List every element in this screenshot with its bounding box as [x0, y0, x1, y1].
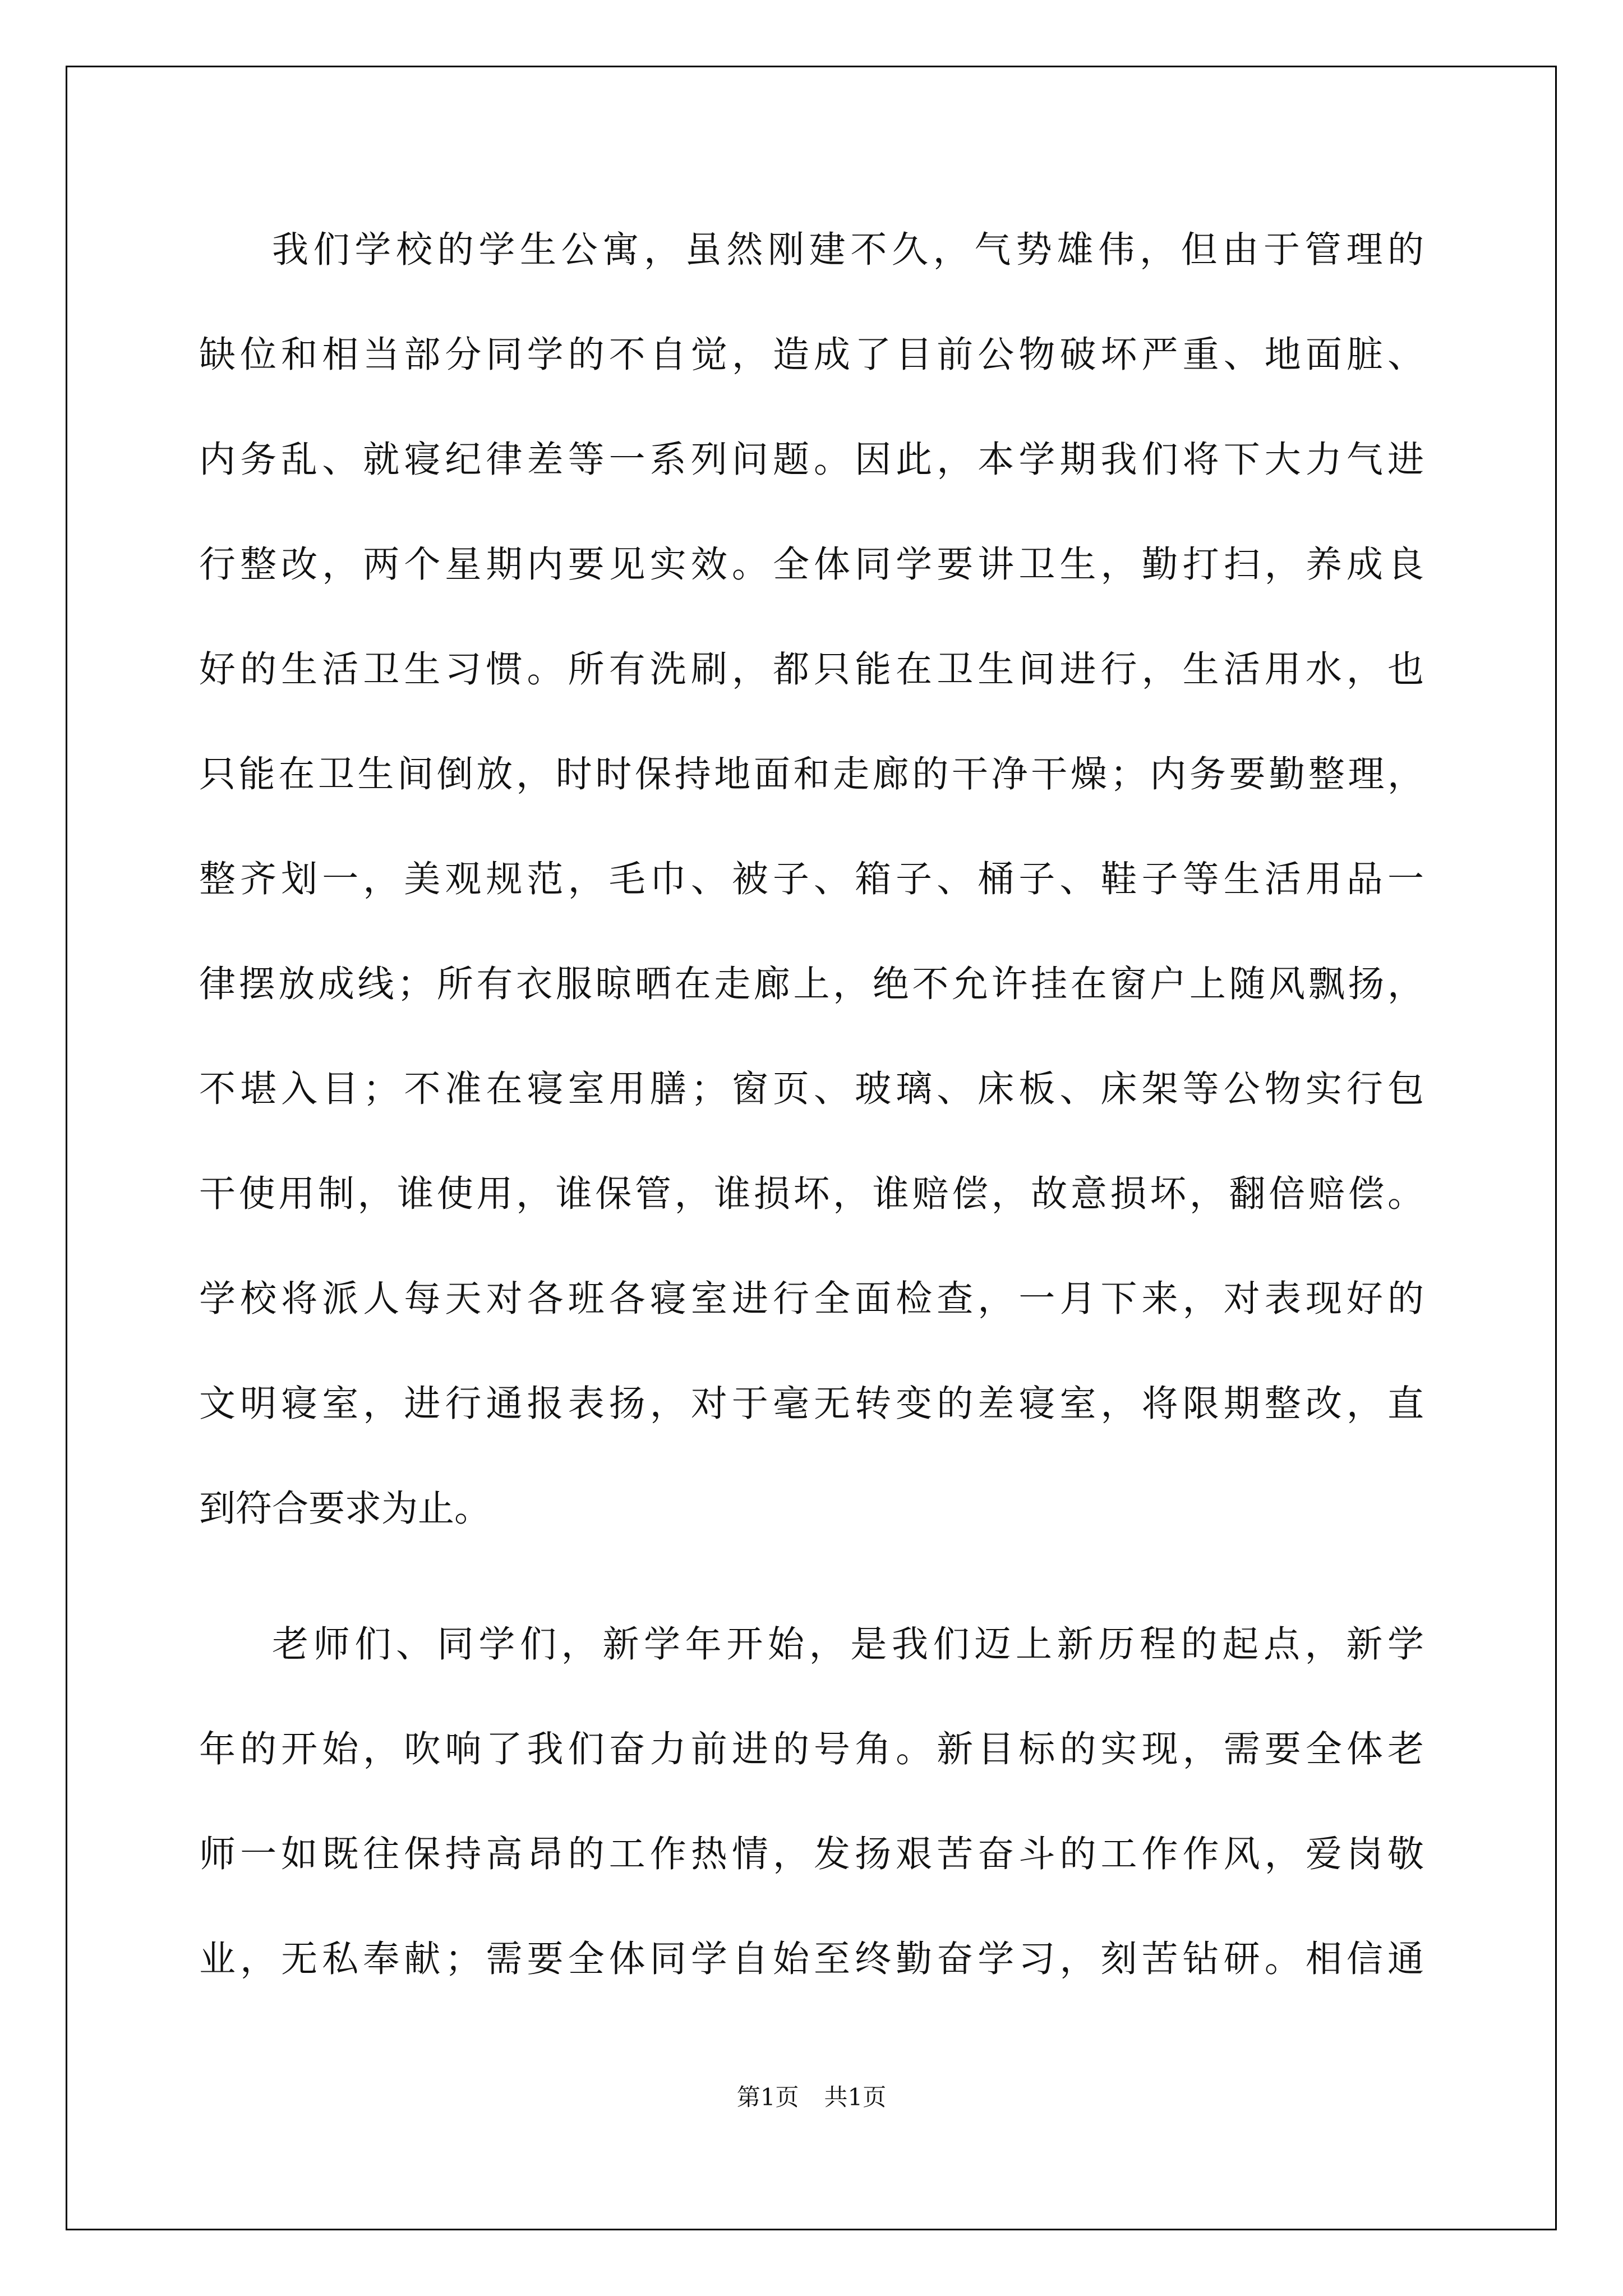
page-footer [0, 2079, 1623, 2113]
paragraph-1-line-13: 到符合要求为止。 [199, 1488, 491, 1530]
paragraph-1-line-2: 缺位和相当部分同学的不自觉，造成了目前公物破坏严重、地面脏、 [199, 334, 1424, 376]
paragraph-1-line-12: 文明寝室，进行通报表扬，对于毫无转变的差寝室，将限期整改，直 [199, 1383, 1424, 1425]
paragraph-2-line-3: 师一如既往保持高昂的工作热情，发扬艰苦奋斗的工作作风，爱岗敬 [199, 1833, 1424, 1875]
paragraph-gap [199, 1570, 1424, 1601]
page-number-current: 第1页 [736, 2083, 799, 2111]
paragraph-1-line-5: 好的生活卫生习惯。所有洗刷，都只能在卫生间进行，生活用水，也 [199, 648, 1424, 691]
paragraph-1-line-4: 行整改，两个星期内要见实效。全体同学要讲卫生，勤打扫，养成良 [199, 544, 1424, 586]
paragraph-2-line-4: 业，无私奉献；需要全体同学自始至终勤奋学习，刻苦钻研。相信通 [199, 1938, 1424, 1980]
paragraph-2-line-1: 老师们、同学们，新学年开始，是我们迈上新历程的起点，新学 [272, 1623, 1424, 1665]
paragraph-1-line-11: 学校将派人每天对各班各寝室进行全面检查，一月下来，对表现好的 [199, 1278, 1424, 1320]
document-body [199, 206, 1424, 2021]
paragraph-1-line-7: 整齐划一，美观规范，毛巾、被子、箱子、桶子、鞋子等生活用品一 [199, 858, 1424, 900]
paragraph-1-line-9: 不堪入目；不准在寝室用膳；窗页、玻璃、床板、床架等公物实行包 [199, 1068, 1424, 1110]
paragraph-1-line-8: 律摆放成线；所有衣服晾晒在走廊上，绝不允许挂在窗户上随风飘扬， [199, 963, 1424, 1005]
paragraph-1-line-10: 干使用制，谁使用，谁保管，谁损坏，谁赔偿，故意损坏，翻倍赔偿。 [199, 1173, 1424, 1215]
paragraph-2-line-2: 年的开始，吹响了我们奋力前进的号角。新目标的实现，需要全体老 [199, 1728, 1424, 1770]
paragraph-1-line-6: 只能在卫生间倒放，时时保持地面和走廊的干净干燥；内务要勤整理， [199, 753, 1424, 795]
paragraph-1-line-1: 我们学校的学生公寓，虽然刚建不久，气势雄伟，但由于管理的 [272, 229, 1424, 271]
page-number-total: 共1页 [824, 2083, 887, 2111]
paragraph-1-line-3: 内务乱、就寝纪律差等一系列问题。因此，本学期我们将下大力气进 [199, 439, 1424, 481]
